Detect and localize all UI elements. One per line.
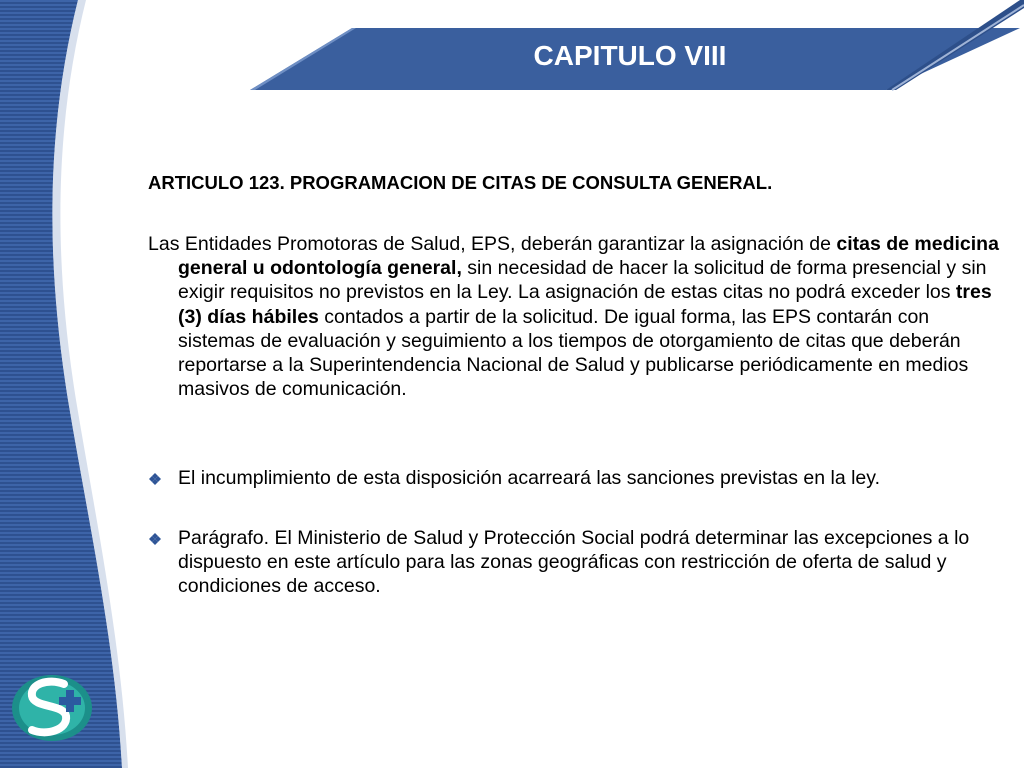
paragraph-text-1: Las Entidades Promotoras de Salud, EPS, deberán garantizar la asignación de [148, 233, 837, 255]
article-paragraph [148, 232, 1003, 401]
diamond-bullet-icon [148, 532, 162, 546]
paragraph-bold-2: tres (3) días hábiles [178, 281, 992, 328]
bullet-item [148, 526, 998, 599]
article-heading: ARTICULO 123. PROGRAMACION DE CITAS DE CONSULTA GENERAL. [148, 172, 773, 193]
paragraph-text-2: sin necesidad de hacer la solicitud de forma presencial y sin exigir requisitos no previstos en la Ley. La asignación de estas citas no podrá exceder los [178, 257, 987, 304]
bullet-text: El incumplimiento de esta disposición acarreará las sanciones previstas en la ley. [178, 467, 880, 489]
bullet-text: Parágrafo. El Ministerio de Salud y Protección Social podrá determinar las excepciones a lo dispuesto en este artículo para las zonas geográficas con restricción de oferta de salud y condiciones de acceso. [178, 527, 970, 598]
paragraph-bold-1: citas de medicina general u odontología general, [178, 233, 999, 280]
slide-title: CAPITULO VIII [533, 40, 727, 71]
ministry-logo-icon [8, 668, 96, 746]
side-decoration [0, 0, 130, 768]
bullet-item [148, 466, 998, 490]
paragraph-text-3: contados a partir de la solicitud. De igual forma, las EPS contarán con sistemas de evaluación y seguimiento a los tiempos de otorgamiento de citas que deberán reportarse a la Superintendencia Nacional de Salud y publicarse periódicamente en medios masivos de comunicación. [178, 305, 969, 401]
diamond-bullet-icon [148, 472, 162, 486]
